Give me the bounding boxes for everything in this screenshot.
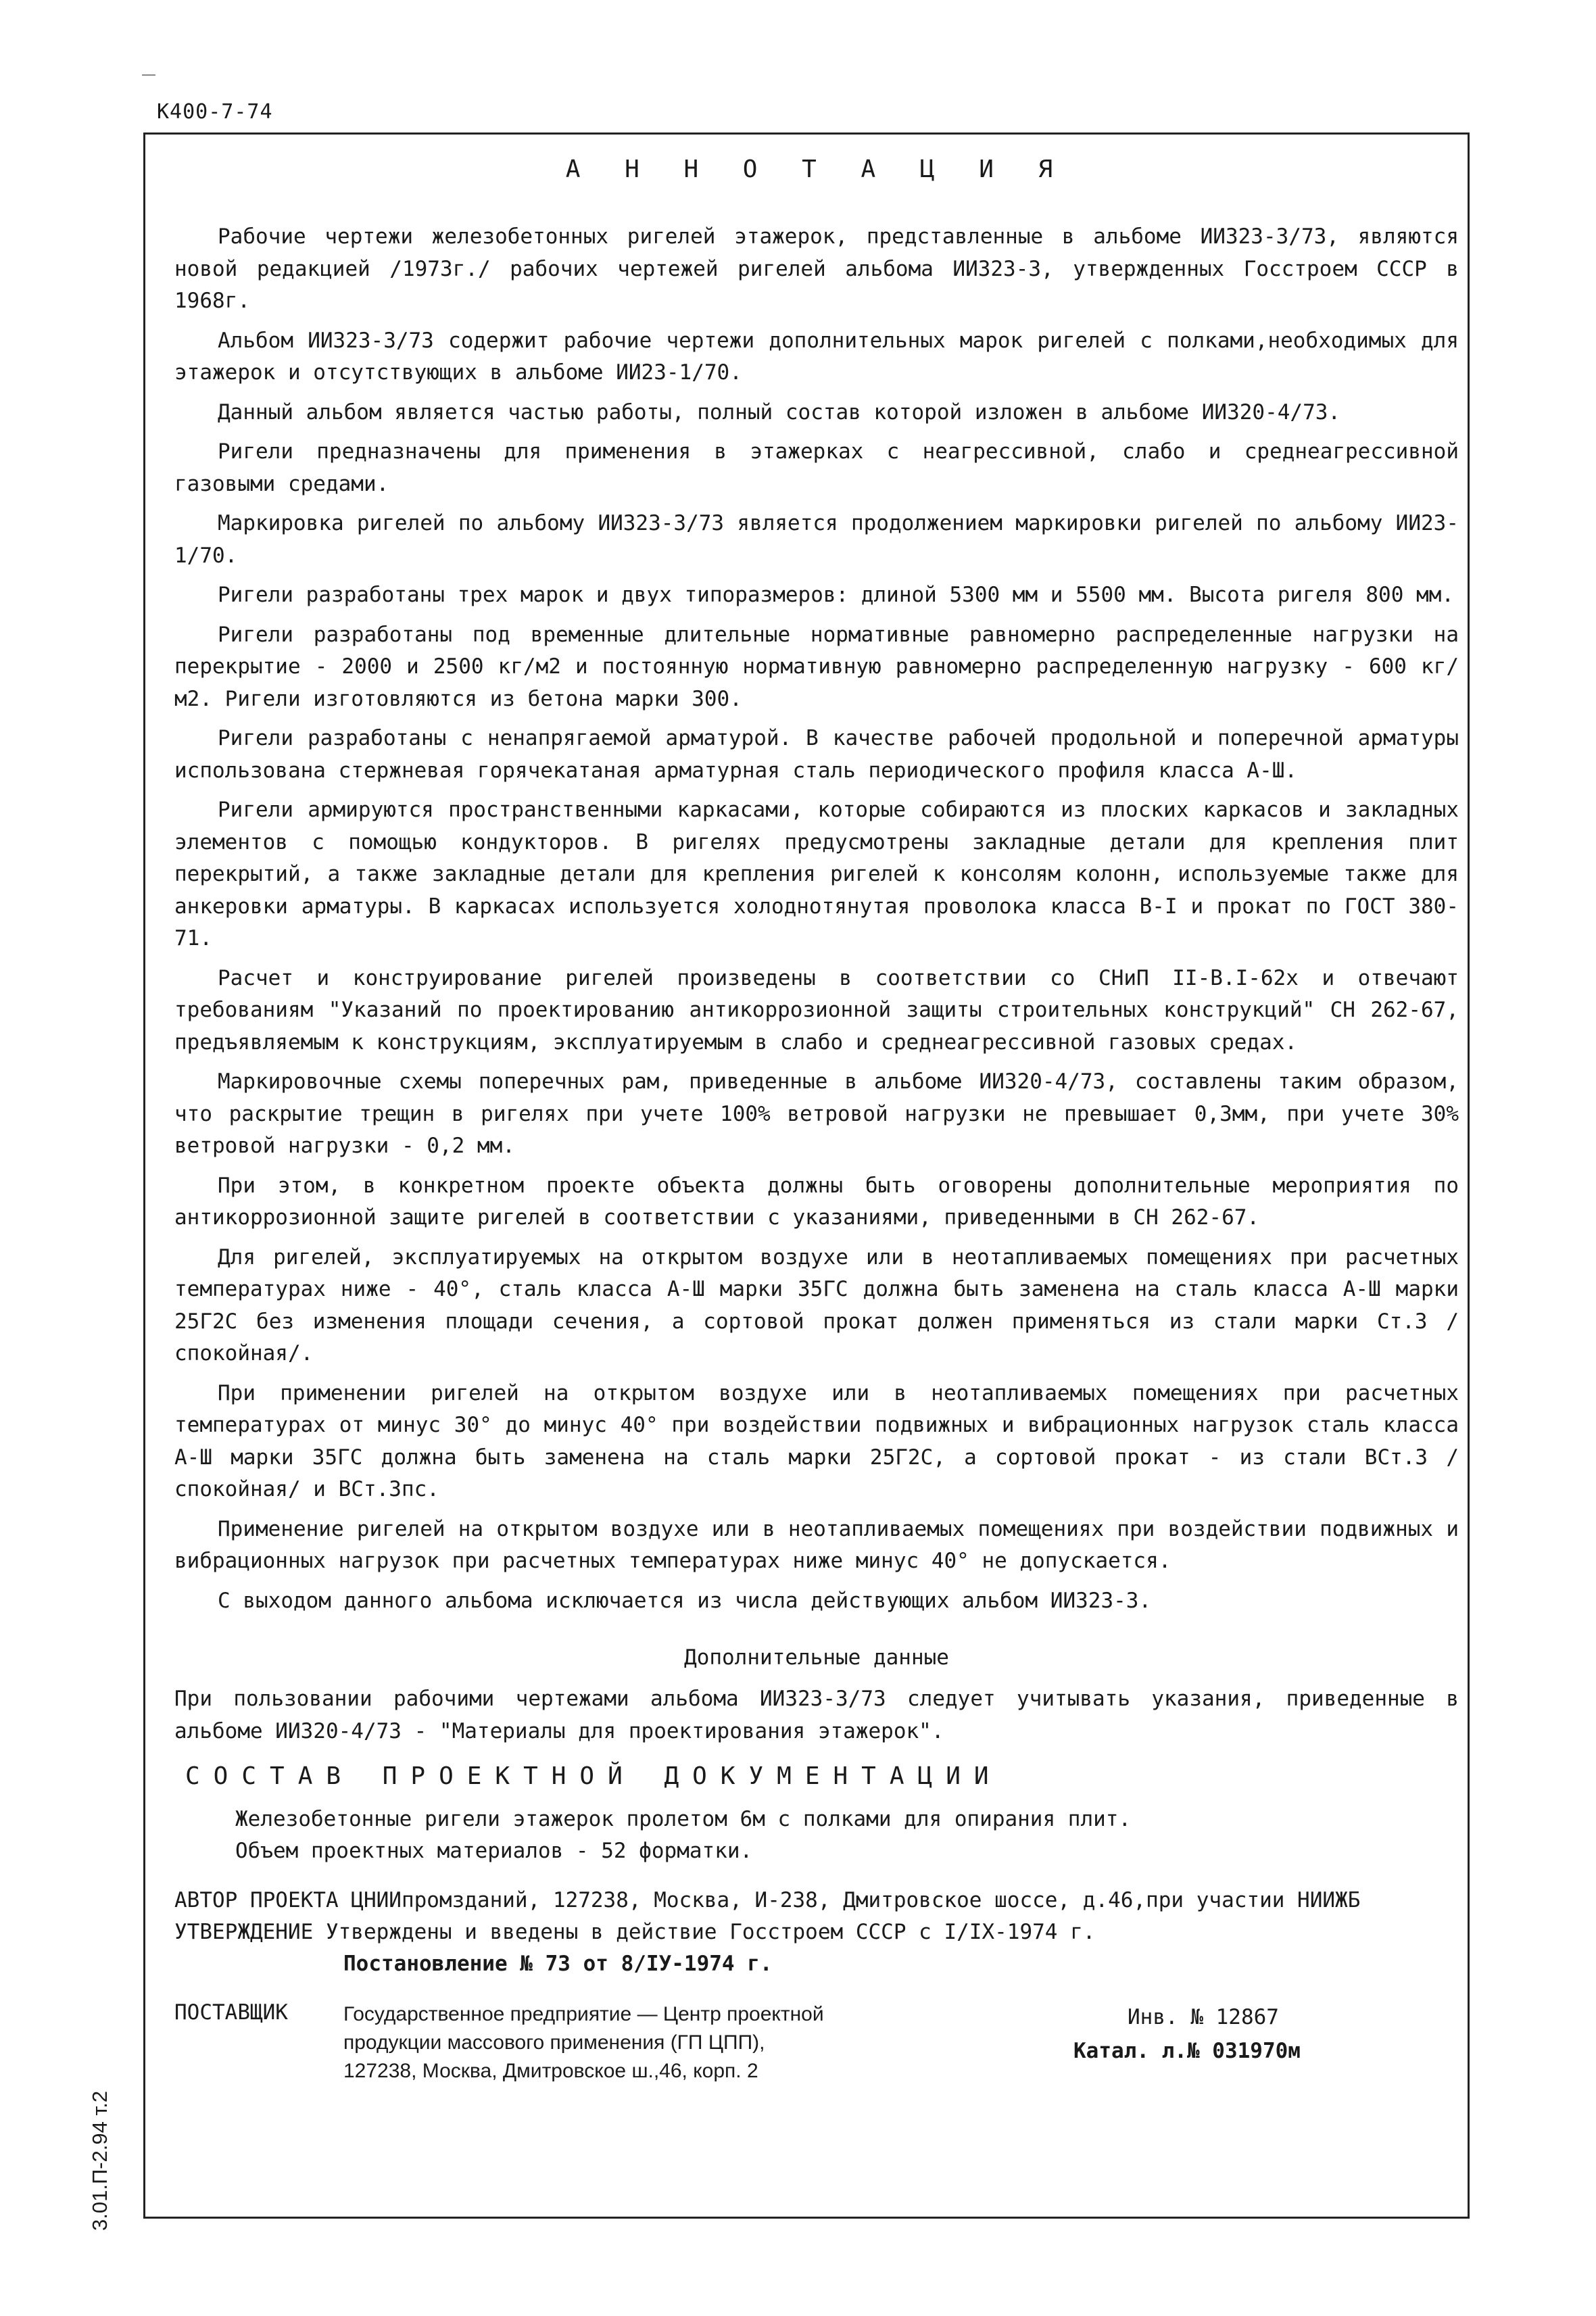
paragraph: С выходом данного альбома исключается из числа действующих альбом ИИ323-3. bbox=[218, 1588, 1152, 1613]
document-code: К400-7-74 bbox=[157, 100, 273, 124]
supplier-address-line: продукции массового применения (ГП ЦПП), bbox=[343, 2031, 765, 2054]
paragraph: Ригели армируются пространственными каркасами, которые собираются из плоских каркасов и закладных элементов с помощью кондукторов. В ригелях предусмотрены закладные детали для крепления плит перекрытий, а также закладные детали для крепления ригелей к консолям колонн, используемые также для анкеровки арматуры. В каркасах используется холоднотянутая проволока класса В-I и прокат по ГОСТ 380-71. bbox=[174, 798, 1459, 950]
paragraph: Применение ригелей на открытом воздухе или в неотапливаемых помещениях при воздействии подвижных и вибрационных нагрузок при расчетных температурах ниже минус 40° не допускается. bbox=[174, 1516, 1459, 1573]
paragraph: Маркировка ригелей по альбому ИИ323-3/73 является продолжением маркировки ригелей по альбому ИИ23-1/70. bbox=[174, 511, 1459, 568]
paragraph: Данный альбом является частью работы, полный состав которой изложен в альбоме ИИ320-4/73. bbox=[218, 400, 1341, 425]
paragraph: Альбом ИИ323-3/73 содержит рабочие чертежи дополнительных марок ригелей с полками,необходимых для этажерок и отсутствующих в альбоме ИИ23-1/70. bbox=[174, 328, 1459, 385]
paragraph: При этом, в конкретном проекте объекта должны быть оговорены дополнительные мероприятия по антикоррозионной защите ригелей в соответствии с указаниями, приведенными в СН 262-67. bbox=[174, 1173, 1459, 1230]
corner-mark bbox=[142, 74, 155, 76]
annotation-title: А Н Н О Т А Ц И Я bbox=[565, 155, 1068, 183]
supplier-label: ПОСТАВЩИК bbox=[174, 2000, 288, 2025]
supplier-block bbox=[174, 2000, 1459, 2085]
side-code: 3.01.П-2.94 т.2 bbox=[88, 2090, 112, 2231]
catalog-number: Катал. л.№ 031970м bbox=[1073, 2039, 1301, 2063]
inventory-info bbox=[1073, 2000, 1301, 2085]
author-block bbox=[174, 1885, 1459, 1980]
paragraph: Расчет и конструирование ригелей произведены в соответствии со СНиП II-В.I-62х и отвечают требованиям "Указаний по проектированию антикоррозионной защиты строительных конструкций" СН 262-67, предъявляемым к конструкциям, эксплуатируемым в слабо и среднеагрессивной газовых средах. bbox=[174, 965, 1459, 1055]
paragraph: Ригели разработаны с ненапрягаемой арматурой. В качестве рабочей продольной и поперечной арматуры использована стержневая горячекатаная арматурная сталь периодического профиля класса А-Ш. bbox=[174, 726, 1459, 783]
inventory-number: Инв. № 12867 bbox=[1128, 2005, 1279, 2029]
additional-data-text: При пользовании рабочими чертежами альбома ИИ323-3/73 следует учитывать указания, приведенные в альбоме ИИ320-4/73 - "Материалы для проектирования этажерок". bbox=[174, 1687, 1459, 1743]
decree-line: Постановление № 73 от 8/IУ-1974 г. bbox=[343, 1952, 773, 1976]
documentation-line: Объем проектных материалов - 52 форматки. bbox=[235, 1839, 753, 1863]
supplier-address bbox=[343, 2000, 1073, 2085]
paragraph: Рабочие чертежи железобетонных ригелей этажерок, представленные в альбоме ИИ323-3/73, являются новой редакцией /1973г./ рабочих чертежей ригелей альбома ИИ323-3, утвержденных Госстроем СССР в 1968г. bbox=[174, 224, 1459, 313]
paragraph: Ригели разработаны под временные длительные нормативные равномерно распределенные нагрузки на перекрытие - 2000 и 2500 кг/м2 и постоянную нормативную равномерно распределенную нагрузку - 600 кг/м2. Ригели изготовляются из бетона марки 300. bbox=[174, 622, 1459, 711]
document-body bbox=[174, 155, 1459, 2085]
paragraph: Ригели разработаны трех марок и двух типоразмеров: длиной 5300 мм и 5500 мм. Высота ригеля 800 мм. bbox=[218, 583, 1455, 607]
paragraph: Ригели предназначены для применения в этажерках с неагрессивной, слабо и среднеагрессивной газовыми средами. bbox=[174, 439, 1459, 496]
documentation-title: СОСТАВ ПРОЕКТНОЙ ДОКУМЕНТАЦИИ bbox=[185, 1762, 1002, 1790]
paragraph: Для ригелей, эксплуатируемых на открытом воздухе или в неотапливаемых помещениях при расчетных температурах ниже - 40°, сталь класса А-Ш марки 35ГС должна быть заменена на сталь класса А-Ш марки 25Г2С без изменения площади сечения, а сортовой прокат должен применяться из стали марки Ст.3 /спокойная/. bbox=[174, 1245, 1459, 1366]
approval-line: УТВЕРЖДЕНИЕ Утверждены и введены в действие Госстроем СССР с I/IX-1974 г. bbox=[174, 1920, 1096, 1944]
paragraph: Маркировочные схемы поперечных рам, приведенные в альбоме ИИ320-4/73, составлены таким образом, что раскрытие трещин в ригелях при учете 100% ветровой нагрузки не превышает 0,3мм, при учете 30% ветровой нагрузки - 0,2 мм. bbox=[174, 1069, 1459, 1158]
paragraph: При применении ригелей на открытом воздухе или в неотапливаемых помещениях при расчетных температурах от минус 30° до минус 40° при воздействии подвижных и вибрационных нагрузок сталь класса А-Ш марки 35ГС должна быть заменена на сталь марки 25Г2С, а сортовой прокат - из стали ВСт.3 /спокойная/ и ВСт.3пс. bbox=[174, 1380, 1459, 1501]
supplier-address-line: 127238, Москва, Дмитровское ш.,46, корп. 2 bbox=[343, 2060, 758, 2082]
additional-data-heading: Дополнительные данные bbox=[684, 1645, 949, 1670]
supplier-address-line: Государственное предприятие — Центр проектной bbox=[343, 2003, 824, 2025]
documentation-line: Железобетонные ригели этажерок пролетом 6м с полками для опирания плит. bbox=[235, 1807, 1132, 1831]
author-line: АВТОР ПРОЕКТА ЦНИИпромзданий, 127238, Москва, И-238, Дмитровское шоссе, д.46,при участии НИИЖБ bbox=[174, 1888, 1361, 1912]
